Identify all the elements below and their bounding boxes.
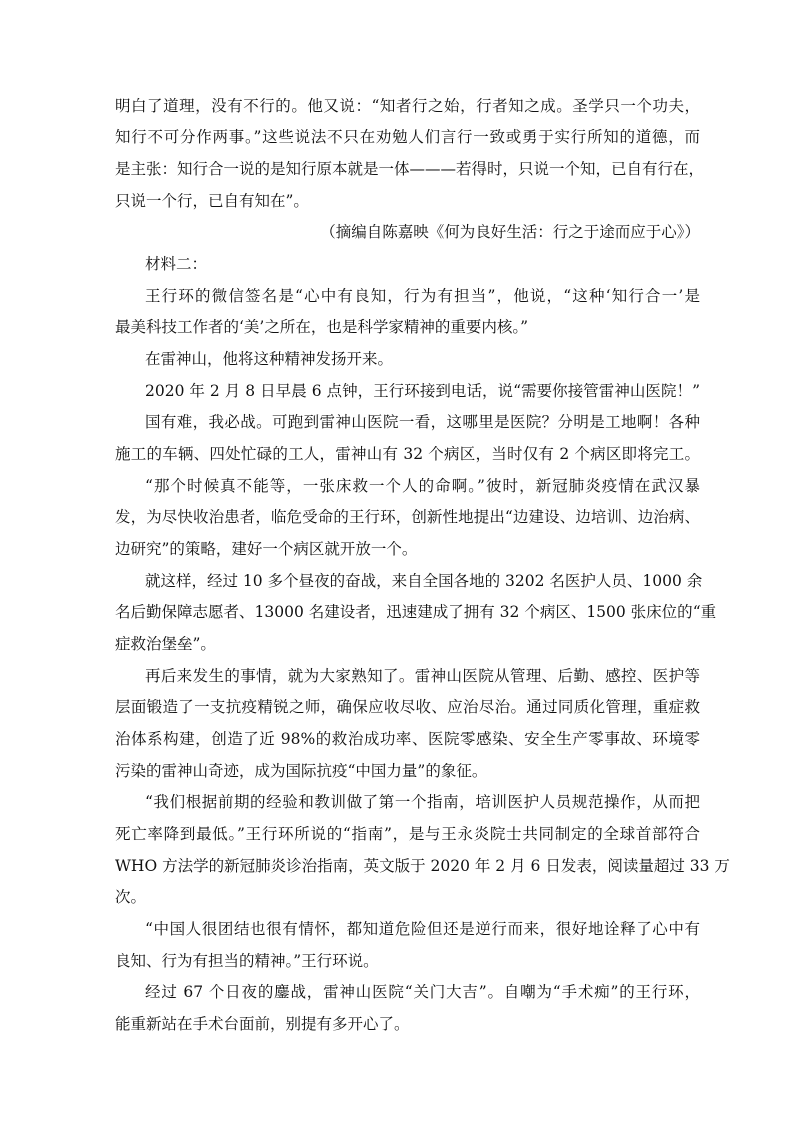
paragraph-line: 只说一个行，已自有知在”。 — [115, 192, 309, 210]
paragraph-line: 明白了道理，没有不行的。他又说：“知者行之始，行者知之成。圣学只一个功夫， — [115, 97, 700, 115]
paragraph-line: 症救治堡垒”。 — [115, 635, 216, 653]
paragraph-line: 层面锻造了一支抗疫精锐之师，确保应收尽收、应治尽治。通过同质化管理，重症救 — [115, 698, 700, 716]
section-heading: 材料二： — [145, 255, 208, 273]
paragraph-line: 再后来发生的事情，就为大家熟知了。雷神山医院从管理、后勤、感控、医护等 — [145, 667, 700, 685]
paragraph-line: 施工的车辆、四处忙碌的工人，雷神山有 32 个病区，当时仅有 2 个病区即将完工。 — [115, 445, 700, 463]
paragraph-line: 死亡率降到最低。”王行环所说的“指南”，是与王永炎院士共同制定的全球首部符合 — [115, 825, 700, 843]
paragraph-line: 污染的雷神山奇迹，成为国际抗疫“中国力量”的象征。 — [115, 762, 488, 780]
paragraph-line: 次。 — [115, 888, 147, 906]
paragraph-line: 边研究”的策略，建好一个病区就开放一个。 — [115, 540, 418, 558]
paragraph-line: “那个时候真不能等，一张床救一个人的命啊。”彼时，新冠肺炎疫情在武汉暴 — [145, 477, 700, 495]
paragraph-line: 发，为尽快收治患者，临危受命的王行环，创新性地提出“边建设、边培训、边治病、 — [115, 508, 700, 526]
paragraph-line: 经过 67 个日夜的鏖战，雷神山医院“关门大吉”。自嘲为“手术痴”的王行环， — [145, 983, 700, 1001]
paragraph-line: 良知、行为有担当的精神。”王行环说。 — [115, 952, 379, 970]
paragraph-line: 在雷神山，他将这种精神发扬开来。 — [145, 350, 394, 368]
paragraph-line: 王行环的微信签名是“心中有良知，行为有担当”，他说，“这种‘知行合一’是 — [145, 287, 700, 305]
paragraph-line: 国有难，我必战。可跑到雷神山医院一看，这哪里是医院？分明是工地啊！各种 — [145, 413, 700, 431]
source-citation: （摘编自陈嘉映《何为良好生活：行之于途而应于心》） — [320, 223, 700, 241]
paragraph-line: 能重新站在手术台面前，别提有多开心了。 — [115, 1015, 410, 1033]
paragraph-line: 最美科技工作者的‘美’之所在，也是科学家精神的重要内核。” — [115, 318, 529, 336]
paragraph-line: 是主张：知行合一说的是知行原本就是一体———若得时，只说一个知，已自有行在， — [115, 160, 705, 178]
paragraph-line: “中国人很团结也很有情怀，都知道危险但还是逆行而来，很好地诠释了心中有 — [145, 920, 700, 938]
paragraph-line: “我们根据前期的经验和教训做了第一个指南，培训医护人员规范操作，从而把 — [145, 793, 700, 811]
paragraph-line: 知行不可分作两事。”这些说法不只在劝勉人们言行一致或勇于实行所知的道德，而 — [115, 128, 700, 146]
paragraph-line: 名后勤保障志愿者、13000 名建设者，迅速建成了拥有 32 个病区、1500 张床位的“重 — [115, 603, 717, 621]
paragraph-line: 治体系构建，创造了近 98%的救治成功率、医院零感染、安全生产零事故、环境零 — [115, 730, 700, 748]
paragraph-line: WHO 方法学的新冠肺炎诊治指南，英文版于 2020 年 2 月 6 日发表，阅读量超过 33 万 — [115, 857, 730, 875]
paragraph-line: 2020 年 2 月 8 日早晨 6 点钟，王行环接到电话，说“需要你接管雷神山医院！” — [145, 382, 700, 400]
paragraph-line: 就这样，经过 10 多个昼夜的奋战，来自全国各地的 3202 名医护人员、1000 余 — [145, 572, 703, 590]
